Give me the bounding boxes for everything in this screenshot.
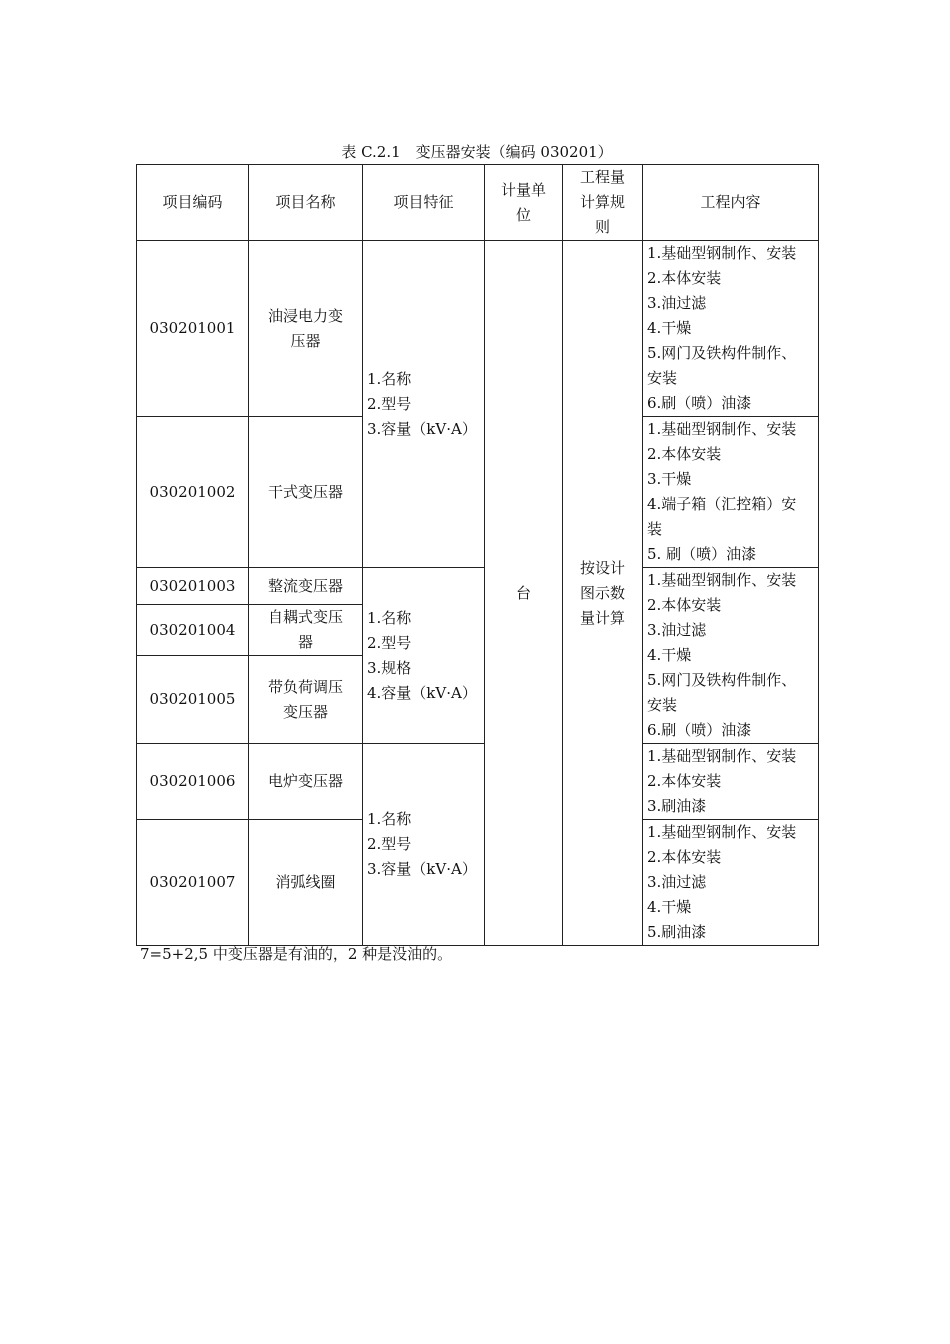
item-feature-group-2: 1.名称 2.型号 3.规格 4.容量（kV·A） <box>363 568 485 744</box>
item-code: 030201007 <box>137 820 249 946</box>
item-name: 干式变压器 <box>249 417 363 568</box>
calculation-rule: 按设计 图示数 量计算 <box>563 241 643 946</box>
item-code: 030201001 <box>137 241 249 417</box>
table-row <box>137 744 819 820</box>
header-unit: 计量单 位 <box>485 165 563 241</box>
item-name: 带负荷调压 变压器 <box>249 656 363 744</box>
transformer-installation-table <box>136 164 819 946</box>
item-code: 030201006 <box>137 744 249 820</box>
item-code: 030201004 <box>137 605 249 656</box>
table-row <box>137 568 819 605</box>
work-content-group-2: 1.基础型钢制作、安装 2.本体安装 3.干燥 4.端子箱（汇控箱）安 装 5. 刷（喷）油漆 <box>643 417 819 568</box>
header-name: 项目名称 <box>249 165 363 241</box>
header-content: 工程内容 <box>643 165 819 241</box>
header-feature: 项目特征 <box>363 165 485 241</box>
work-content-group-1: 1.基础型钢制作、安装 2.本体安装 3.油过滤 4.干燥 5.网门及铁构件制作、 安装 6.刷（喷）油漆 <box>643 241 819 417</box>
header-rule: 工程量 计算规 则 <box>563 165 643 241</box>
item-name: 电炉变压器 <box>249 744 363 820</box>
table-caption: 表 C.2.1 变压器安装（编码 030201） <box>341 143 613 161</box>
header-code: 项目编码 <box>137 165 249 241</box>
item-name: 油浸电力变 压器 <box>249 241 363 417</box>
work-content-group-4: 1.基础型钢制作、安装 2.本体安装 3.刷油漆 <box>643 744 819 820</box>
item-code: 030201003 <box>137 568 249 605</box>
item-code: 030201005 <box>137 656 249 744</box>
item-code: 030201002 <box>137 417 249 568</box>
work-content-group-5: 1.基础型钢制作、安装 2.本体安装 3.油过滤 4.干燥 5.刷油漆 <box>643 820 819 946</box>
item-name: 整流变压器 <box>249 568 363 605</box>
item-name: 消弧线圈 <box>249 820 363 946</box>
footnote: 7=5+2,5 中变压器是有油的，2 种是没油的。 <box>140 945 453 963</box>
table-row <box>137 241 819 417</box>
item-feature-group-1: 1.名称 2.型号 3.容量（kV·A） <box>363 241 485 568</box>
header-row <box>137 165 819 241</box>
measurement-unit: 台 <box>485 241 563 946</box>
item-feature-group-3: 1.名称 2.型号 3.容量（kV·A） <box>363 744 485 946</box>
item-name: 自耦式变压 器 <box>249 605 363 656</box>
work-content-group-3: 1.基础型钢制作、安装 2.本体安装 3.油过滤 4.干燥 5.网门及铁构件制作、 安装 6.刷（喷）油漆 <box>643 568 819 744</box>
